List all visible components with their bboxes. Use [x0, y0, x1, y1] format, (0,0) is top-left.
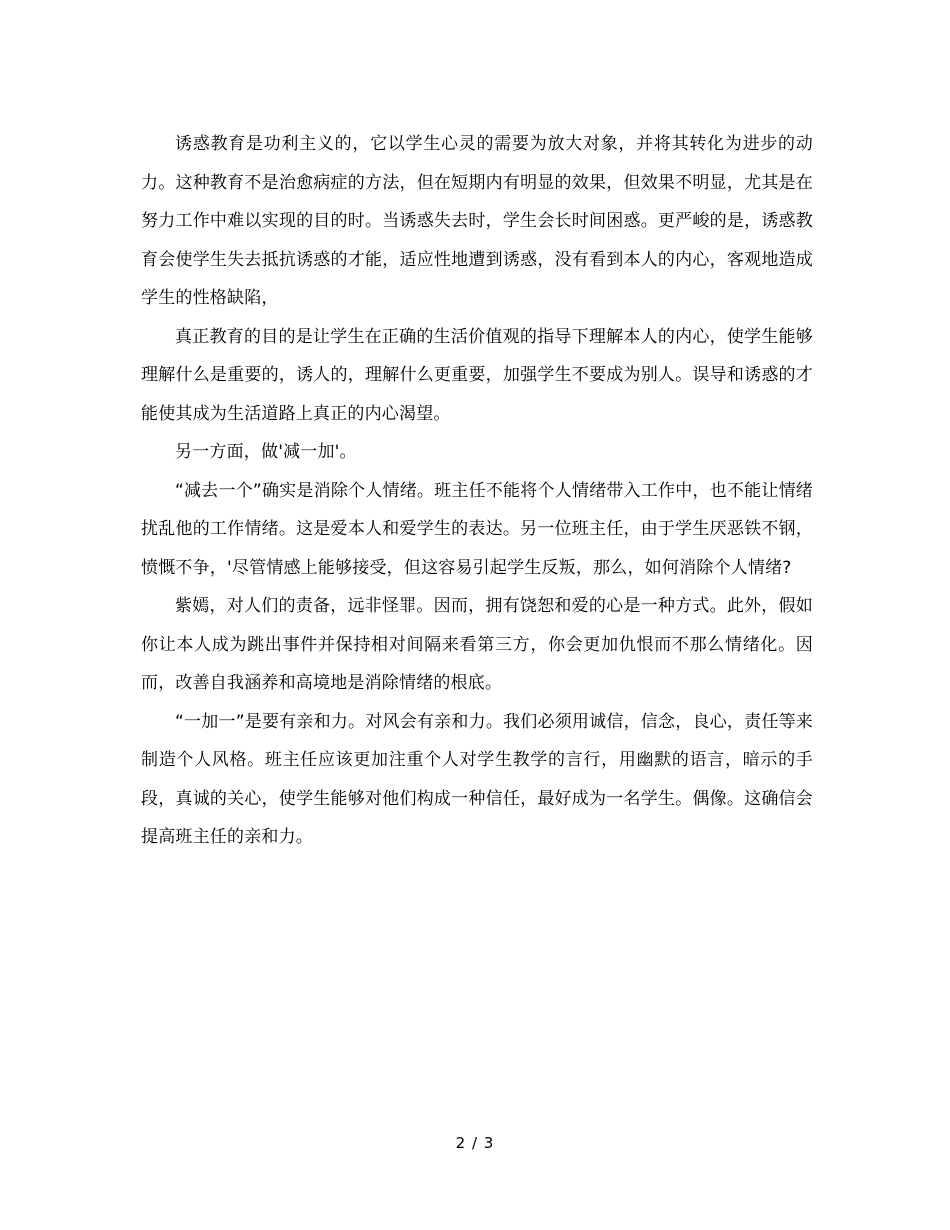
paragraph-forgiveness: 紫嫣，对人们的责备，远非怪罪。因而，拥有饶恕和爱的心是一种方式。此外，假如你让本人成为跳出事件并保持相对间隔来看第三方，你会更加仇恨而不那么情绪化。因而，改善自我涵养和高境地是消除情绪的根底。 [141, 596, 813, 693]
document-body [141, 125, 813, 857]
paragraph-subtract-one: “减去一个”确实是消除个人情绪。班主任不能将个人情绪带入工作中，也不能让情绪扰乱他的工作情绪。这是爱本人和爱学生的表达。另一位班主任，由于学生厌恶铁不钢，愤慨不争，'尽管情感上能够接受，但这容易引起学生反叛，那么，如何消除个人情绪? [141, 480, 813, 578]
paragraph-temptation-education: 诱惑教育是功利主义的，它以学生心灵的需要为放大对象，并将其转化为进步的动力。这种教育不是治愈病症的方法，但在短期内有明显的效果，但效果不明显，尤其是在努力工作中难以实现的目的时。当诱惑失去时，学生会长时间困惑。更严峻的是，诱惑教育会使学生失去抵抗诱惑的才能，适应性地遭到诱惑，没有看到本人的内心，客观地造成学生的性格缺陷， [141, 134, 813, 308]
paragraph-true-education: 真正教育的目的是让学生在正确的生活价值观的指导下理解本人的内心，使学生能够理解什么是重要的，诱人的，理解什么更重要，加强学生不要成为别人。误导和诱惑的才能使其成为生活道路上真正的内心渴望。 [141, 326, 813, 424]
paragraph-add-one: “一加一”是要有亲和力。对风会有亲和力。我们必须用诚信，信念，良心，责任等来制造个人风格。班主任应该更加注重个人对学生教学的言行，用幽默的语言，暗示的手段，真诚的关心，使学生能够对他们构成一种信任，最好成为一名学生。偶像。这确信会提高班主任的亲和力。 [141, 711, 813, 847]
paragraph-subtract-add: 另一方面，做'减一加'。 [175, 442, 357, 462]
page-number: 2 / 3 [455, 1134, 495, 1152]
